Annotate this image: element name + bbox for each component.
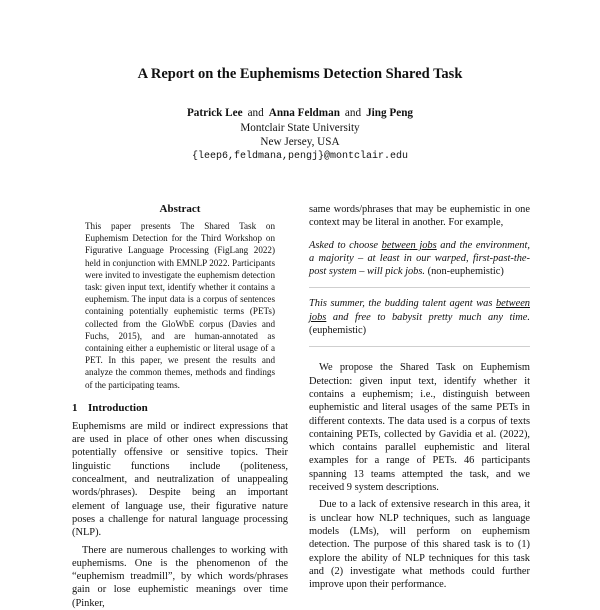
right-body xyxy=(309,361,530,591)
abstract-heading: Abstract xyxy=(159,203,201,215)
author-email: {leep6,feldmana,pengj}@montclair.edu xyxy=(191,150,409,162)
example-text: and the environment, a majority – at least in our warped, first-past-the-post system – will pick jobs. xyxy=(309,239,530,278)
example-label: (non-euphemistic) xyxy=(425,266,504,278)
body-paragraph: We propose the Shared Task on Euphemism Detection: given input text, identify whether it contains a euphemism; i.e., distinguish between euphemistic and literal usages of the same PETs in different contexts. The data used is a corpus of texts containing PETs, collected by Gavidia et al. (2022), which contains parallel euphemistic and literal examples for a range of PETs. 46 participants spanning 13 teams attempted the task, and we received 9 system descriptions. xyxy=(309,362,530,494)
section-number: 1 xyxy=(72,401,78,414)
example-text: Asked to choose xyxy=(309,239,382,251)
section-heading-introduction xyxy=(72,402,288,414)
example-euphemistic xyxy=(309,297,530,347)
pet-term: between jobs xyxy=(381,239,437,251)
pet-term: between jobs xyxy=(309,298,530,323)
example-text: and free to babysit pretty much any time. xyxy=(326,311,530,323)
author-name: Anna Feldman xyxy=(268,107,340,119)
intro-paragraph: Euphemisms are mild or indirect expressions that are used in place of other ones when discussing potentially offensive or sensitive topics. Their linguistic functions include (politeness, concealment, and neutralization of unappealing words/phrases). Despite being an important element of language use, their figurative nature poses a challenge for natural language processing (NLP). xyxy=(72,420,288,539)
section-title: Introduction xyxy=(88,401,148,414)
author-block xyxy=(0,106,600,164)
author-names xyxy=(0,106,600,121)
abstract-text: This paper presents The Shared Task on Euphemism Detection for the Third Workshop on Figurative Language Processing (FigLang 2022) held in conjunction with EMNLP 2022. Participants were invited to investigate the euphemism detection task: given input text, identify whether it contains a euphemism. The input data is a corpus of sentences containing potentially euphemistic terms (PETs) collected from the GloWbE corpus (Davies and Fuchs, 2015), and are human-annotated as containing either a euphemistic or literal usage of a PET. In this paper, we present the results and analyze the common themes, methods and findings of the participating teams. xyxy=(85,221,275,390)
body-paragraph: Due to a lack of extensive research in this area, it is unclear how NLP techniques, such as language models (LMs), will perform on euphemism detection. The purpose of this shared task is to (1) explore the ability of NLP techniques for this task and (2) investigate what methods could further improve upon their performance. xyxy=(309,499,530,591)
affiliation: Montclair State University xyxy=(240,121,360,134)
left-column xyxy=(72,203,288,610)
example-label: (euphemistic) xyxy=(309,325,367,337)
example-non-euphemistic xyxy=(309,239,530,289)
right-column xyxy=(309,203,530,591)
author-name: Patrick Lee xyxy=(186,107,243,119)
location: New Jersey, USA xyxy=(260,136,340,148)
intro-paragraph: There are numerous challenges to working with euphemisms. One is the phenomenon of the “euphemism treadmill”, by which words/phrases gain or lose euphemistic meanings over time (Pinker, xyxy=(72,544,288,609)
author-connector: and xyxy=(344,107,362,119)
continued-paragraph: same words/phrases that may be euphemistic in one context may be literal in another. For example, xyxy=(309,204,530,229)
paper-title: A Report on the Euphemisms Detection Shared Task xyxy=(137,66,463,82)
example-text: This summer, the budding talent agent was xyxy=(309,298,496,310)
author-connector: and xyxy=(247,107,264,119)
author-name: Jing Peng xyxy=(366,107,414,119)
